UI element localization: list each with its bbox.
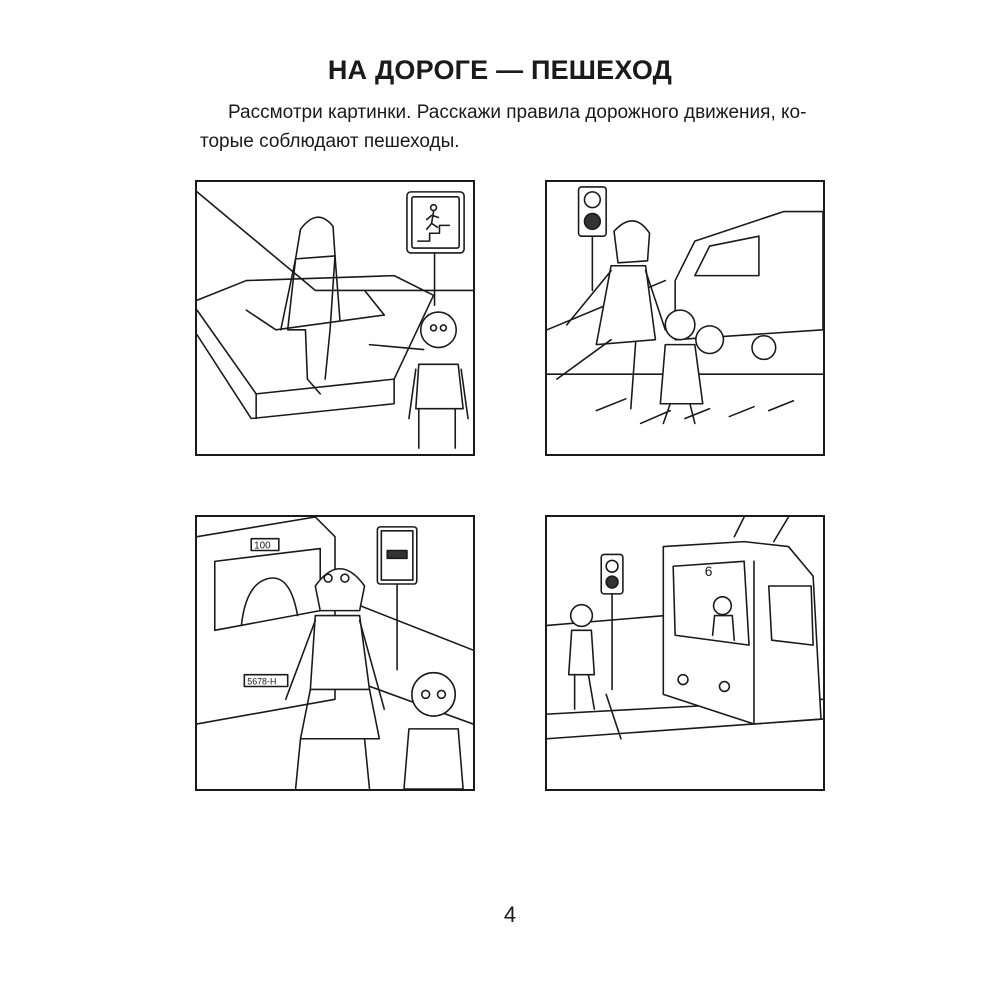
woman-figure xyxy=(557,221,665,409)
illustration-bus-stop xyxy=(195,515,475,791)
boy-figure xyxy=(409,312,468,448)
pedestrian-underpass-sign-icon xyxy=(407,192,464,305)
traffic-light-icon xyxy=(579,187,607,290)
car xyxy=(675,212,823,360)
illustration-trolleybus-stop xyxy=(545,515,825,791)
child-figure xyxy=(569,605,595,709)
illustration-underground-crossing xyxy=(195,180,475,456)
instruction-line-2: торые соблюдают пешеходы. xyxy=(200,131,460,152)
illustration-zebra-crossing xyxy=(545,180,825,456)
trolleybus-route-number: 6 xyxy=(704,564,713,580)
instruction-line-1: Рассмотри картинки. Расскажи правила дорожного движения, ко- xyxy=(228,102,807,123)
instruction-text xyxy=(200,98,830,156)
page-number: 4 xyxy=(503,902,517,927)
trolleybus xyxy=(663,542,821,724)
traffic-light-icon xyxy=(601,554,623,689)
girl-figure xyxy=(404,673,463,789)
bus-license-plate: 5678-Н xyxy=(247,676,277,687)
page-title: НА ДОРОГЕ — ПЕШЕХОД xyxy=(327,55,673,85)
bus-route-number: 100 xyxy=(254,540,271,552)
bus-stop-sign-icon xyxy=(377,527,416,670)
woman-figure xyxy=(281,217,340,394)
